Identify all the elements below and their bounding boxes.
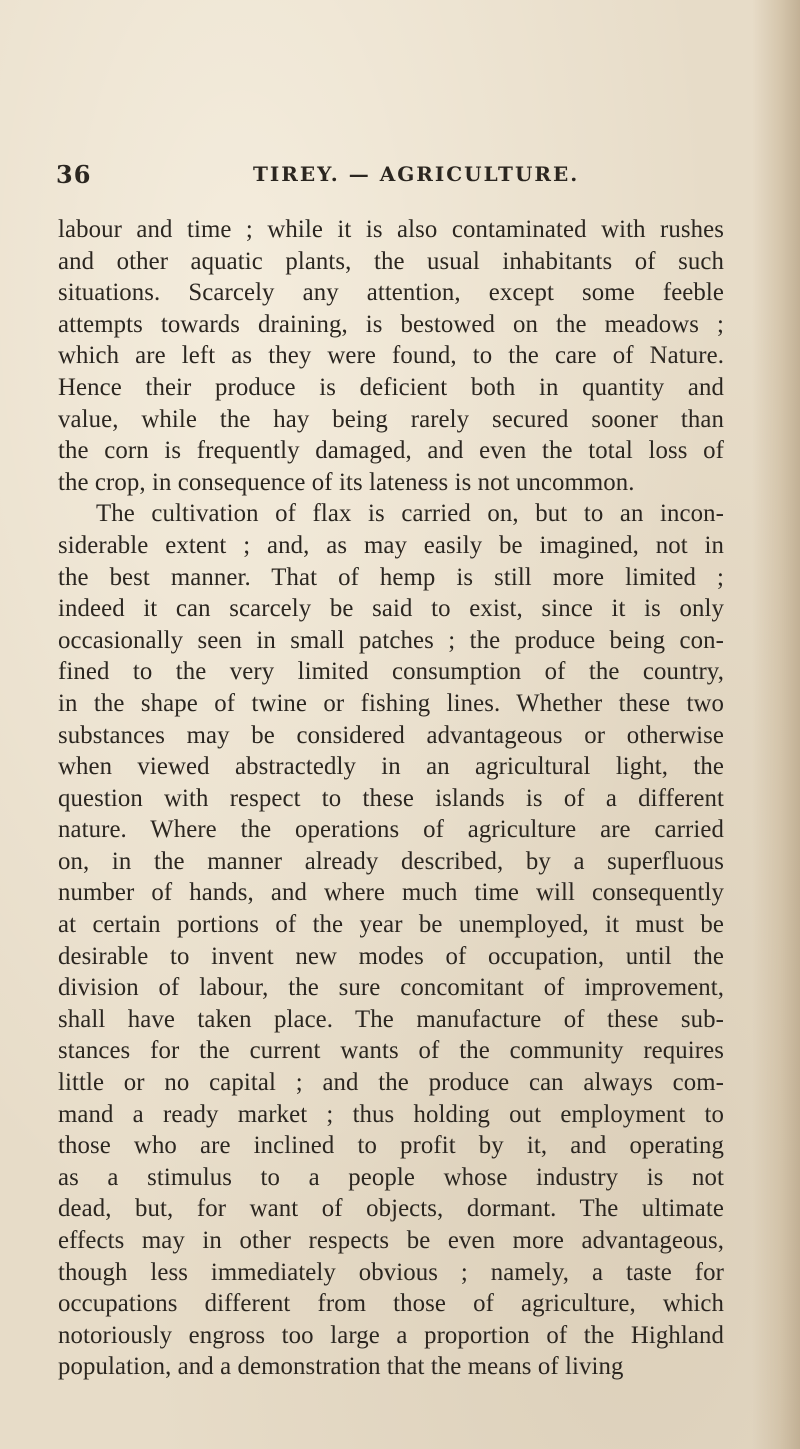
text-line: number of hands, and where much time will consequently [58, 879, 724, 907]
text-line: those who are inclined to profit by it, and operating [58, 1132, 724, 1160]
body-text [58, 214, 724, 1383]
page-number: 36 [56, 160, 92, 189]
text-line: division of labour, the sure concomitant of improvement, [58, 974, 724, 1002]
text-line: labour and time ; while it is also contaminated with rushes [58, 216, 724, 243]
text-line: Hence their produce is deficient both in quantity and [58, 373, 724, 401]
text-line: though less immediately obvious ; namely, a taste for [58, 1258, 724, 1286]
text-line: stances for the current wants of the community requires [58, 1037, 724, 1065]
text-line: occasionally seen in small patches ; the produce being con- [58, 626, 724, 654]
text-line: the best manner. That of hemp is still more limited ; [58, 563, 724, 591]
text-line: in the shape of twine or fishing lines. Whether these two [58, 689, 724, 717]
running-head: TIREY. — AGRICULTURE. [253, 162, 580, 186]
text-line: shall have taken place. The manufacture of these sub- [58, 1005, 724, 1033]
text-line: question with respect to these islands is of a different [58, 784, 724, 812]
text-line: mand a ready market ; thus holding out employment to [58, 1100, 724, 1128]
text-line: effects may in other respects be even more advantageous, [58, 1227, 724, 1254]
text-line: when viewed abstractedly in an agricultural light, the [58, 753, 724, 781]
text-line: as a stimulus to a people whose industry is not [58, 1163, 724, 1191]
text-line: at certain portions of the year be unemployed, it must be [58, 911, 724, 939]
text-line: the crop, in consequence of its lateness is not uncommon. [58, 468, 635, 496]
text-line: value, while the hay being rarely secured sooner than [58, 405, 724, 433]
page-edge-shadow [752, 0, 800, 1449]
text-line: notoriously engross too large a proportion of the Highland [58, 1321, 724, 1349]
text-line: on, in the manner already described, by a superfluous [58, 847, 724, 875]
text-line: nature. Where the operations of agriculture are carried [58, 816, 724, 844]
text-line: fined to the very limited consumption of the country, [58, 658, 724, 686]
text-line: which are left as they were found, to the care of Nature. [58, 342, 724, 370]
text-line: attempts towards draining, is bestowed on the meadows ; [58, 310, 724, 338]
text-line: situations. Scarcely any attention, except some feeble [58, 279, 724, 307]
text-line: and other aquatic plants, the usual inhabitants of such [58, 247, 724, 275]
text-line: the corn is frequently damaged, and even the total loss of [58, 437, 724, 465]
text-line: substances may be considered advantageous or otherwise [58, 721, 724, 749]
text-line: dead, but, for want of objects, dormant. The ultimate [58, 1195, 724, 1223]
text-line: desirable to invent new modes of occupation, until the [58, 942, 724, 970]
text-line: occupations different from those of agriculture, which [58, 1290, 724, 1318]
text-line: little or no capital ; and the produce can always com- [58, 1069, 724, 1097]
text-line: indeed it can scarcely be said to exist, since it is only [58, 595, 724, 623]
page-header [56, 160, 716, 196]
text-line: population, and a demonstration that the means of living [58, 1353, 624, 1381]
text-line: siderable extent ; and, as may easily be imagined, not in [58, 531, 724, 559]
text-line: The cultivation of flax is carried on, but to an incon- [96, 500, 724, 528]
